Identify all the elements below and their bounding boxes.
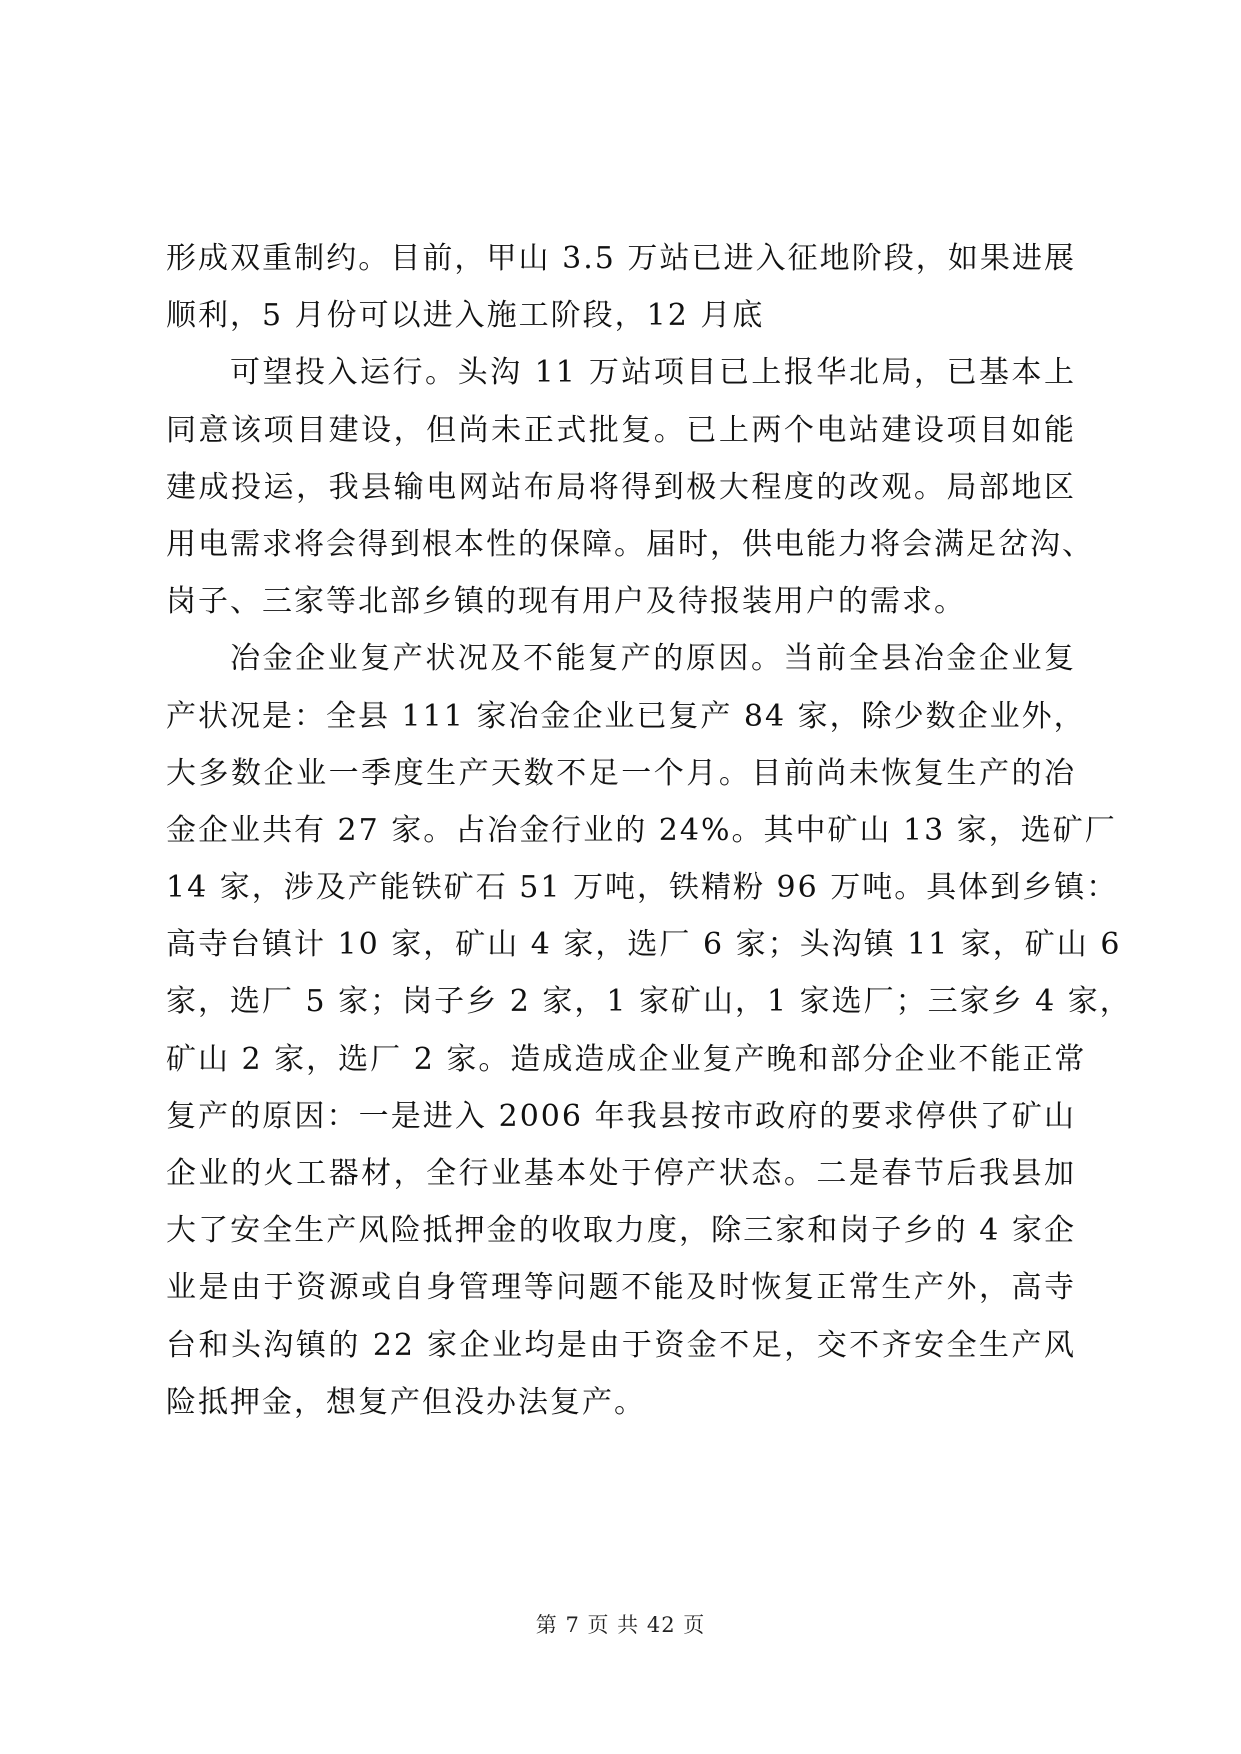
text-line: 14 家，涉及产能铁矿石 51 万吨，铁精粉 96 万吨。具体到乡镇： — [166, 870, 1119, 906]
text-line: 同意该项目建设，但尚未正式批复。已上两个电站建设项目如能 — [166, 412, 1076, 448]
text-line: 大多数企业一季度生产天数不足一个月。目前尚未恢复生产的冶 — [166, 755, 1076, 791]
text-line: 金企业共有 27 家。占冶金行业的 24%。其中矿山 13 家，选矿厂 — [166, 812, 1117, 848]
text-line: 顺利，5 月份可以进入施工阶段，12 月底 — [166, 298, 765, 334]
text-line: 业是由于资源或自身管理等问题不能及时恢复正常生产外，高寺 — [166, 1270, 1076, 1306]
text-line: 矿山 2 家，选厂 2 家。造成造成企业复产晚和部分企业不能正常 — [166, 1041, 1087, 1077]
document-body — [166, 230, 1132, 1431]
text-line: 建成投运，我县输电网站布局将得到极大程度的改观。局部地区 — [166, 469, 1076, 505]
text-line: 高寺台镇计 10 家，矿山 4 家，选厂 6 家；头沟镇 11 家，矿山 6 — [166, 927, 1122, 963]
text-line: 形成双重制约。目前，甲山 3.5 万站已进入征地阶段，如果进展 — [166, 241, 1076, 276]
paragraph-start-line: 冶金企业复产状况及不能复产的原因。当前全县冶金企业复 — [230, 641, 1076, 677]
text-line: 险抵押金，想复产但没办法复产。 — [166, 1384, 646, 1420]
text-line: 家，选厂 5 家；岗子乡 2 家，1 家矿山，1 家选厂；三家乡 4 家， — [166, 984, 1132, 1020]
paragraph-start-line: 可望投入运行。头沟 11 万站项目已上报华北局，已基本上 — [230, 355, 1076, 391]
text-line: 用电需求将会得到根本性的保障。届时，供电能力将会满足岔沟、 — [166, 526, 1094, 562]
page-number-footer: 第 7 页 共 42 页 — [535, 1613, 706, 1637]
text-line: 台和头沟镇的 22 家企业均是由于资金不足，交不齐安全生产风 — [166, 1327, 1076, 1363]
text-line: 企业的火工器材，全行业基本处于停产状态。二是春节后我县加 — [166, 1156, 1076, 1191]
text-line: 岗子、三家等北部乡镇的现有用户及待报装用户的需求。 — [166, 584, 966, 620]
text-line: 大了安全生产风险抵押金的收取力度，除三家和岗子乡的 4 家企 — [166, 1213, 1076, 1249]
text-line: 产状况是：全县 111 家冶金企业已复产 84 家，除少数企业外， — [166, 698, 1086, 734]
text-line: 复产的原因：一是进入 2006 年我县按市政府的要求停供了矿山 — [166, 1098, 1076, 1134]
